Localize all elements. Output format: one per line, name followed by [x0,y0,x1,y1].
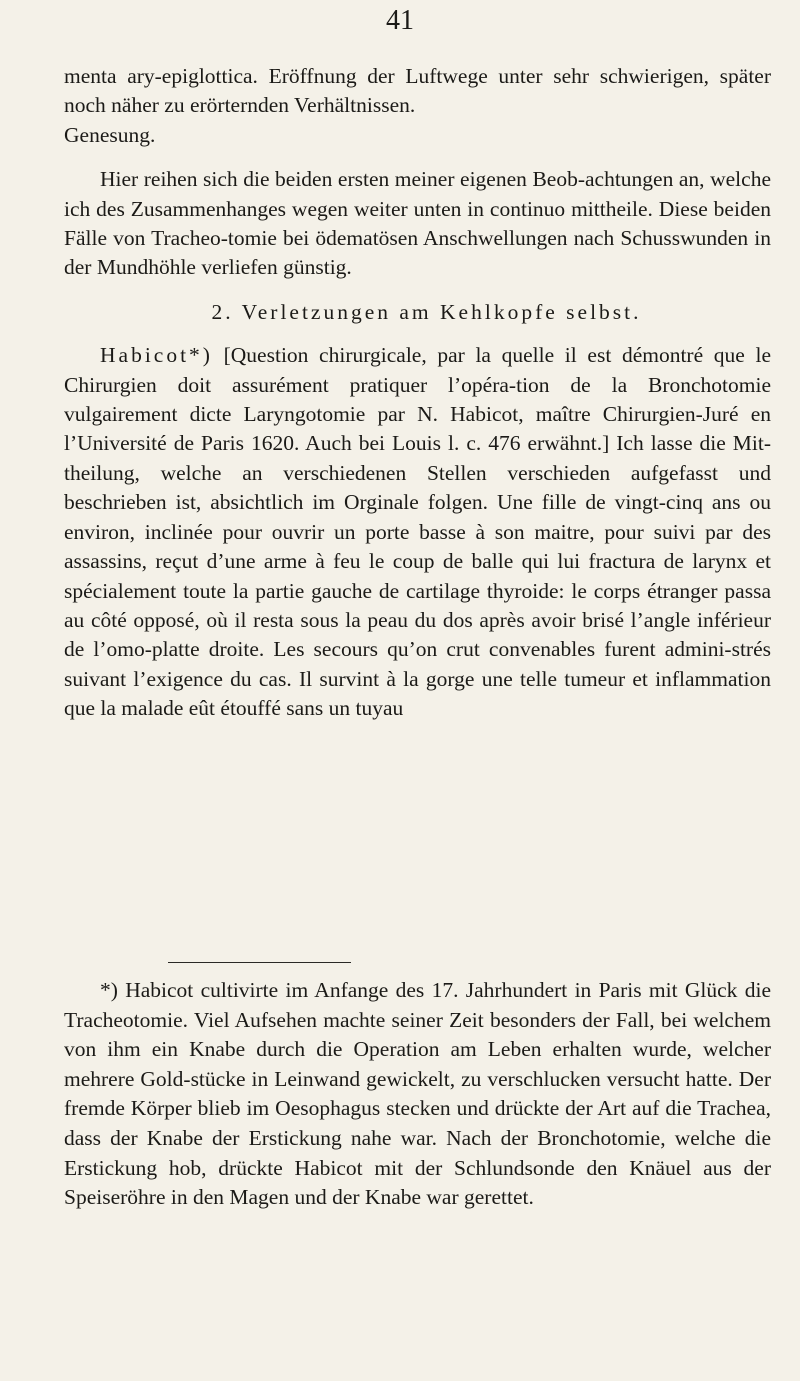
main-text [64,62,771,724]
page-number: 41 [386,5,414,36]
paragraph-case-conclusion: menta ary-epiglottica. Eröffnung der Luftwege unter sehr schwierigen, später noch näher zu erörternden Verhältnissen. [64,64,771,118]
paragraph-own-observations: Hier reihen sich die beiden ersten meiner eigenen Beob-achtungen an, welche ich des Zusammenhanges wegen weiter unten in continuo mittheile. Diese beiden Fälle von Tracheo-tomie bei ödematösen Anschwellungen nach Schusswunden in der Mundhöhle verliefen günstig. [64,167,771,280]
paragraph-habicot [64,341,771,723]
footnote-divider [168,962,351,963]
footnote: *) Habicot cultivirte im Anfange des 17. Jahrhundert in Paris mit Glück die Tracheotomie. Viel Aufsehen machte seiner Zeit besonders der Fall, bei welchem von ihm ein Knabe durch die Operation am Leben erhalten wurde, welcher mehrere Gold-stücke in Leinwand gewickelt, zu verschlucken versucht hatte. Der fremde Körper blieb im Oesophagus stecken und drückte der Art auf die Trachea, dass der Knabe der Erstickung nahe war. Nach der Bronchotomie, welche die Erstickung hob, drückte Habicot mit der Schlundsonde den Knäuel aus der Speiseröhre in den Magen und der Knabe war gerettet. [64,978,771,1210]
section-heading: 2. Verletzungen am Kehlkopfe selbst. [211,299,642,324]
habicot-name: Habicot*) [100,343,213,368]
habicot-text: [Question chirurgicale, par la quelle il est démontré que le Chirurgien doit assurément pratiquer l’opéra-tion de la Bronchotomie vulgairement dicte Laryngotomie par N. Habicot, maître Chirurgien-Juré en l’Université de Paris 1620. Auch bei Louis l. c. 476 erwähnt.] Ich lasse die Mit-theilung, welche an verschiedenen Stellen verschieden aufgefasst und beschrieben ist, absichtlich im Orginale folgen. Une fille de vingt-cinq ans ou environ, inclinée pour ouvrir un porte basse à son maitre, pour suivi par des assassins, reçut d’une arme à feu le coup de balle qui lui fractura de larynx et spécialement toute la partie gauche de cartilage thyroide: le corps étranger passa au côté opposé, où il resta sous la peau du dos après avoir brisé l’angle inférieur de l’omo-platte droite. Les secours qu’on crut convenables furent admini-strés suivant l’exigence du cas. Il survint à la gorge une telle tumeur et inflammation que la malade eût étouffé sans un tuyau [64,343,771,721]
paragraph-outcome: Genesung. [64,122,156,147]
